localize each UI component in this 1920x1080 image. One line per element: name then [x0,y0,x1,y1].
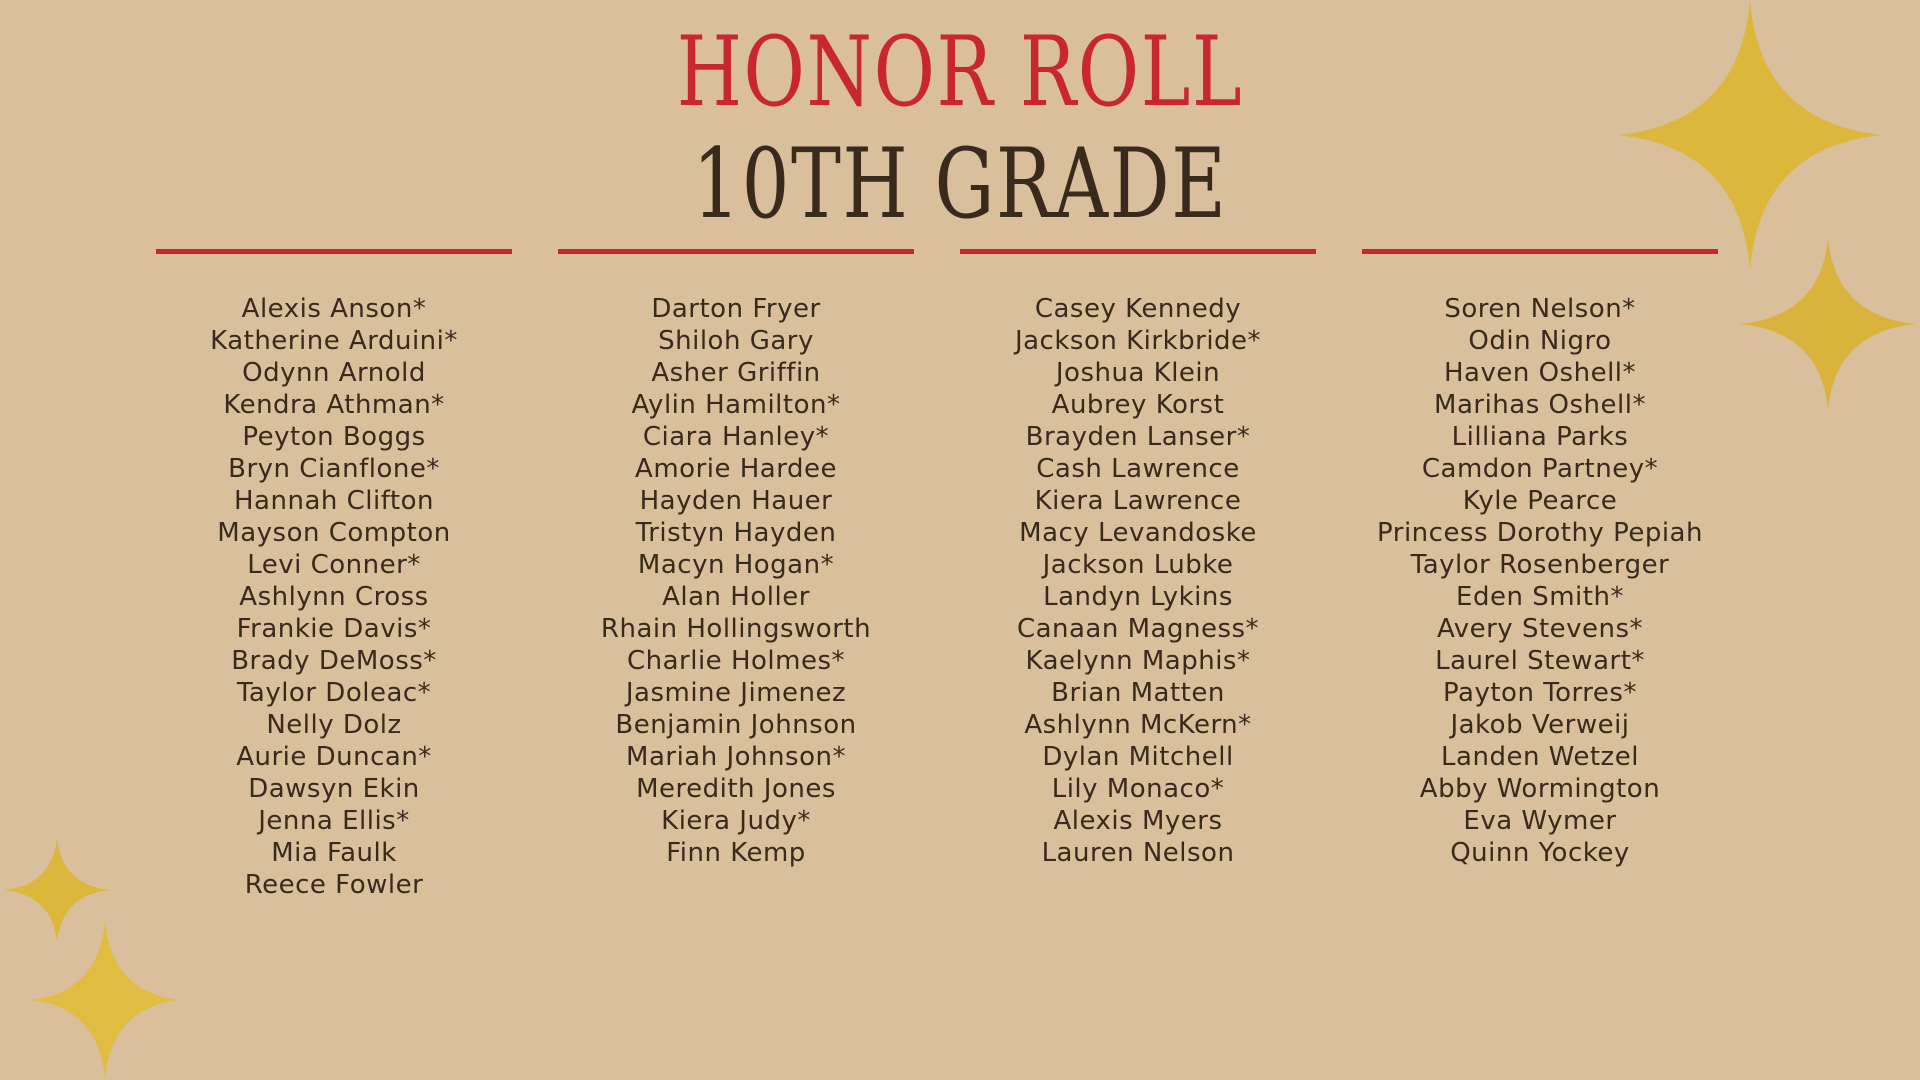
student-name: Camdon Partney* [1421,454,1659,484]
student-name: Shiloh Gary [658,326,814,356]
student-name: Laurel Stewart* [1435,646,1645,676]
student-name: Ashlynn McKern* [1024,710,1252,740]
student-name: Frankie Davis* [236,614,432,644]
student-name: Quinn Yockey [1450,838,1630,868]
student-name: Mayson Compton [217,518,451,548]
student-name: Benjamin Johnson [615,710,857,740]
student-name: Payton Torres* [1443,678,1637,708]
student-name: Brayden Lanser* [1025,422,1251,452]
column-divider [558,249,914,254]
student-name: Odin Nigro [1468,326,1612,356]
student-name: Marihas Oshell* [1434,390,1646,420]
student-name: Jenna Ellis* [258,806,410,836]
student-name: Katherine Arduini* [210,326,458,356]
student-name: Kiera Judy* [661,806,811,836]
student-name: Dawsyn Ekin [248,774,420,804]
student-name: Landen Wetzel [1441,742,1639,772]
student-name: Finn Kemp [666,838,806,868]
column-divider [960,249,1316,254]
student-name: Casey Kennedy [1034,294,1242,324]
student-name: Jackson Lubke [1042,550,1234,580]
student-name: Dylan Mitchell [1042,742,1234,772]
student-name: Taylor Rosenberger [1410,550,1670,580]
student-name: Macy Levandoske [1019,518,1257,548]
student-name: Meredith Jones [636,774,836,804]
student-name: Nelly Dolz [266,710,402,740]
student-name: Jackson Kirkbride* [1014,326,1262,356]
names-column-3 [928,293,1348,869]
column-divider [156,249,512,254]
student-name: Rhain Hollingsworth [600,614,872,644]
student-name: Ciara Hanley* [642,422,830,452]
student-name: Jasmine Jimenez [625,678,847,708]
student-name: Mia Faulk [271,838,397,868]
names-column-1 [124,293,544,901]
student-name: Princess Dorothy Pepiah [1377,518,1703,548]
student-name: Alexis Myers [1053,806,1223,836]
student-name: Reece Fowler [244,870,424,900]
student-name: Macyn Hogan* [637,550,835,580]
page-subtitle: 10TH GRADE [692,128,1228,240]
student-name: Kiera Lawrence [1034,486,1242,516]
student-name: Amorie Hardee [635,454,837,484]
student-name: Darton Fryer [651,294,821,324]
student-name: Levi Conner* [247,550,421,580]
student-name: Bryn Cianflone* [228,454,440,484]
student-name: Kaelynn Maphis* [1025,646,1251,676]
student-name: Alexis Anson* [241,294,427,324]
student-name: Kyle Pearce [1462,486,1618,516]
student-name: Avery Stevens* [1436,614,1644,644]
sparkle-icon [1740,238,1916,410]
student-name: Canaan Magness* [1016,614,1260,644]
student-name: Ashlynn Cross [239,582,429,612]
student-name: Mariah Johnson* [626,742,846,772]
sparkle-icon [30,920,180,1080]
student-name: Lily Monaco* [1051,774,1225,804]
page-title: HONOR ROLL [676,16,1244,128]
student-name: Aurie Duncan* [236,742,432,772]
student-name: Soren Nelson* [1444,294,1636,324]
student-name: Taylor Doleac* [236,678,432,708]
student-name: Abby Wormington [1419,774,1661,804]
student-name: Cash Lawrence [1036,454,1240,484]
student-name: Hayden Hauer [639,486,833,516]
student-name: Aubrey Korst [1051,390,1225,420]
student-name: Odynn Arnold [242,358,426,388]
student-name: Tristyn Hayden [635,518,837,548]
student-name: Peyton Boggs [242,422,426,452]
student-name: Brian Matten [1051,678,1225,708]
student-name: Eden Smith* [1456,582,1624,612]
student-name: Hannah Clifton [234,486,434,516]
student-name: Jakob Verweij [1450,710,1630,740]
student-name: Eva Wymer [1463,806,1617,836]
student-name: Lilliana Parks [1451,422,1629,452]
student-name: Asher Griffin [651,358,821,388]
names-column-2 [526,293,946,869]
student-name: Kendra Athman* [223,390,445,420]
student-name: Brady DeMoss* [231,646,437,676]
names-column-4 [1330,293,1750,869]
student-name: Joshua Klein [1055,358,1221,388]
student-name: Aylin Hamilton* [631,390,841,420]
student-name: Haven Oshell* [1443,358,1637,388]
student-name: Charlie Holmes* [626,646,845,676]
student-name: Landyn Lykins [1043,582,1233,612]
student-name: Alan Holler [662,582,810,612]
student-name: Lauren Nelson [1041,838,1235,868]
sparkle-icon [1617,0,1883,270]
